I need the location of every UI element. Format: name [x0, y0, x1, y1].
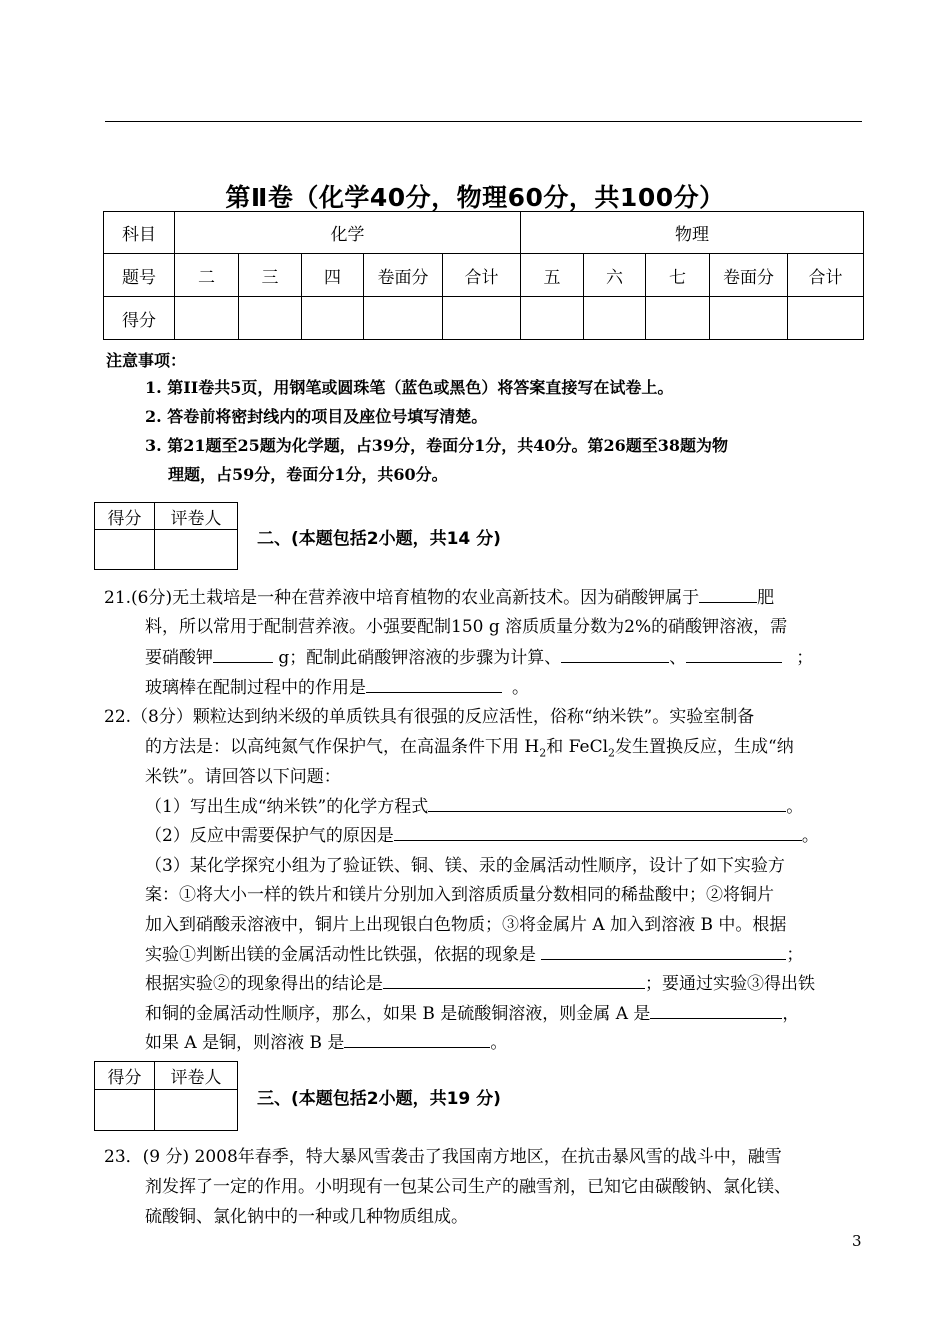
- q22-part3-line1: （3）某化学探究小组为了验证铁、铜、镁、汞的金属活动性顺序，设计了如下实验方: [145, 856, 785, 876]
- q22-line2: 的方法是：以高纯氮气作保护气，在高温条件下用 $H_2$和 FeCl$_2$发生置换反应，生成“纳: [145, 737, 794, 760]
- note-item: 3. 第21题至25题为化学题，占39分，卷面分1分，共40分。第26题至38题为物: [145, 436, 729, 455]
- score-table: [103, 211, 864, 340]
- q-col: 卷面分: [710, 254, 788, 297]
- answer-blank[interactable]: [366, 677, 502, 693]
- score-cell: [364, 297, 443, 340]
- q-col: 七: [646, 254, 710, 297]
- q22-part3-line2: 案：①将大小一样的铁片和镁片分别加入到溶质质量分数相同的稀盐酸中；②将铜片: [145, 885, 774, 905]
- answer-blank[interactable]: [394, 825, 802, 841]
- q21-line4: 玻璃棒在配制过程中的作用是 。: [145, 678, 529, 698]
- grader-score-label: 得分: [95, 503, 155, 530]
- grader-score-label: 得分: [95, 1062, 155, 1090]
- q-col: 卷面分: [364, 254, 443, 297]
- header-rule: [105, 121, 862, 122]
- section-2-title: 二、(本题包括2小题，共14 分): [257, 529, 501, 549]
- score-cell: [175, 297, 239, 340]
- answer-blank[interactable]: [541, 944, 786, 960]
- score-cell: [239, 297, 302, 340]
- q22-part1: （1）写出生成“纳米铁”的化学方程式 。: [145, 797, 804, 817]
- q22-part3-line7: 如果 A 是铜，则溶液 B 是 。: [145, 1033, 508, 1053]
- q22-part3-line5: 根据实验②的现象得出的结论是 ；要通过实验③得出铁: [145, 974, 815, 994]
- answer-blank[interactable]: [686, 647, 782, 663]
- answer-blank[interactable]: [650, 1003, 782, 1019]
- score-cell: [443, 297, 521, 340]
- page-number: 3: [852, 1232, 862, 1250]
- note-item: 理题，占59分，卷面分1分，共60分。: [168, 465, 448, 484]
- q22-part3-line6: 和铜的金属活动性顺序，那么，如果 B 是硫酸铜溶液，则金属 A 是 ，: [145, 1004, 800, 1024]
- notes-heading: 注意事项：: [106, 351, 187, 370]
- note-item: 1. 第II卷共5页，用钢笔或圆珠笔（蓝色或黑色）将答案直接写在试卷上。: [145, 378, 674, 397]
- q21-line2: 料，所以常用于配制营养液。小强要配制150 g 溶质质量分数为2%的硝酸钾溶液，需: [145, 617, 788, 637]
- q-col: 四: [302, 254, 364, 297]
- q22-line3: 米铁”。请回答以下问题：: [145, 767, 341, 787]
- exam-title: 第Ⅱ卷（化学40分，物理60分，共100分）: [225, 183, 725, 212]
- grader-name-cell: [155, 530, 238, 570]
- score-cell: [584, 297, 646, 340]
- subject-label: 科目: [104, 212, 175, 254]
- answer-blank[interactable]: [383, 973, 645, 989]
- answer-blank[interactable]: [699, 587, 757, 603]
- q21-line1: 21.(6分)无土栽培是一种在营养液中培育植物的农业高新技术。因为硝酸钾属于 肥: [104, 588, 775, 608]
- q23-line3: 硫酸铜、氯化钠中的一种或几种物质组成。: [145, 1207, 468, 1227]
- score-cell: [521, 297, 584, 340]
- score-label: 得分: [104, 297, 175, 340]
- q22-part3-line3: 加入到硝酸汞溶液中，铜片上出现银白色物质；③将金属片 A 加入到溶液 B 中。根据: [145, 915, 787, 935]
- score-cell: [710, 297, 788, 340]
- q-col: 六: [584, 254, 646, 297]
- q22-line1: 22.（8分）颗粒达到纳米级的单质铁具有很强的反应活性，俗称“纳米铁”。实验室制备: [104, 707, 755, 727]
- q-col: 合计: [788, 254, 864, 297]
- q-col: 合计: [443, 254, 521, 297]
- score-cell: [788, 297, 864, 340]
- grader-name-cell: [155, 1090, 238, 1131]
- q21-line3: 要硝酸钾 g；配制此硝酸钾溶液的步骤为计算、 、 ；: [145, 648, 814, 668]
- grader-score-cell: [95, 1090, 155, 1131]
- q22-part3-line4: 实验①判断出镁的金属活动性比铁强，依据的现象是 ；: [145, 945, 804, 965]
- answer-blank[interactable]: [213, 647, 273, 663]
- chemistry-header: 化学: [175, 212, 521, 254]
- grader-score-cell: [95, 530, 155, 570]
- q-col: 三: [239, 254, 302, 297]
- answer-blank[interactable]: [561, 647, 669, 663]
- answer-blank[interactable]: [428, 796, 786, 812]
- q-col: 五: [521, 254, 584, 297]
- q22-part2: （2）反应中需要保护气的原因是 。: [145, 826, 819, 846]
- note-item: 2. 答卷前将密封线内的项目及座位号填写清楚。: [145, 407, 488, 426]
- grader-box: [94, 1061, 238, 1131]
- score-cell: [302, 297, 364, 340]
- section-3-title: 三、(本题包括2小题，共19 分): [257, 1089, 501, 1109]
- score-cell: [646, 297, 710, 340]
- grader-label: 评卷人: [155, 503, 238, 530]
- q23-line1: 23．(9 分) 2008年春季，特大暴风雪袭击了我国南方地区，在抗击暴风雪的战斗中，融雪: [104, 1147, 782, 1167]
- answer-blank[interactable]: [344, 1032, 490, 1048]
- grader-label: 评卷人: [155, 1062, 238, 1090]
- grader-box: [94, 502, 238, 570]
- q-col: 二: [175, 254, 239, 297]
- physics-header: 物理: [521, 212, 864, 254]
- question-no-label: 题号: [104, 254, 175, 297]
- q23-line2: 剂发挥了一定的作用。小明现有一包某公司生产的融雪剂，已知它由碳酸钠、氯化镁、: [145, 1177, 791, 1197]
